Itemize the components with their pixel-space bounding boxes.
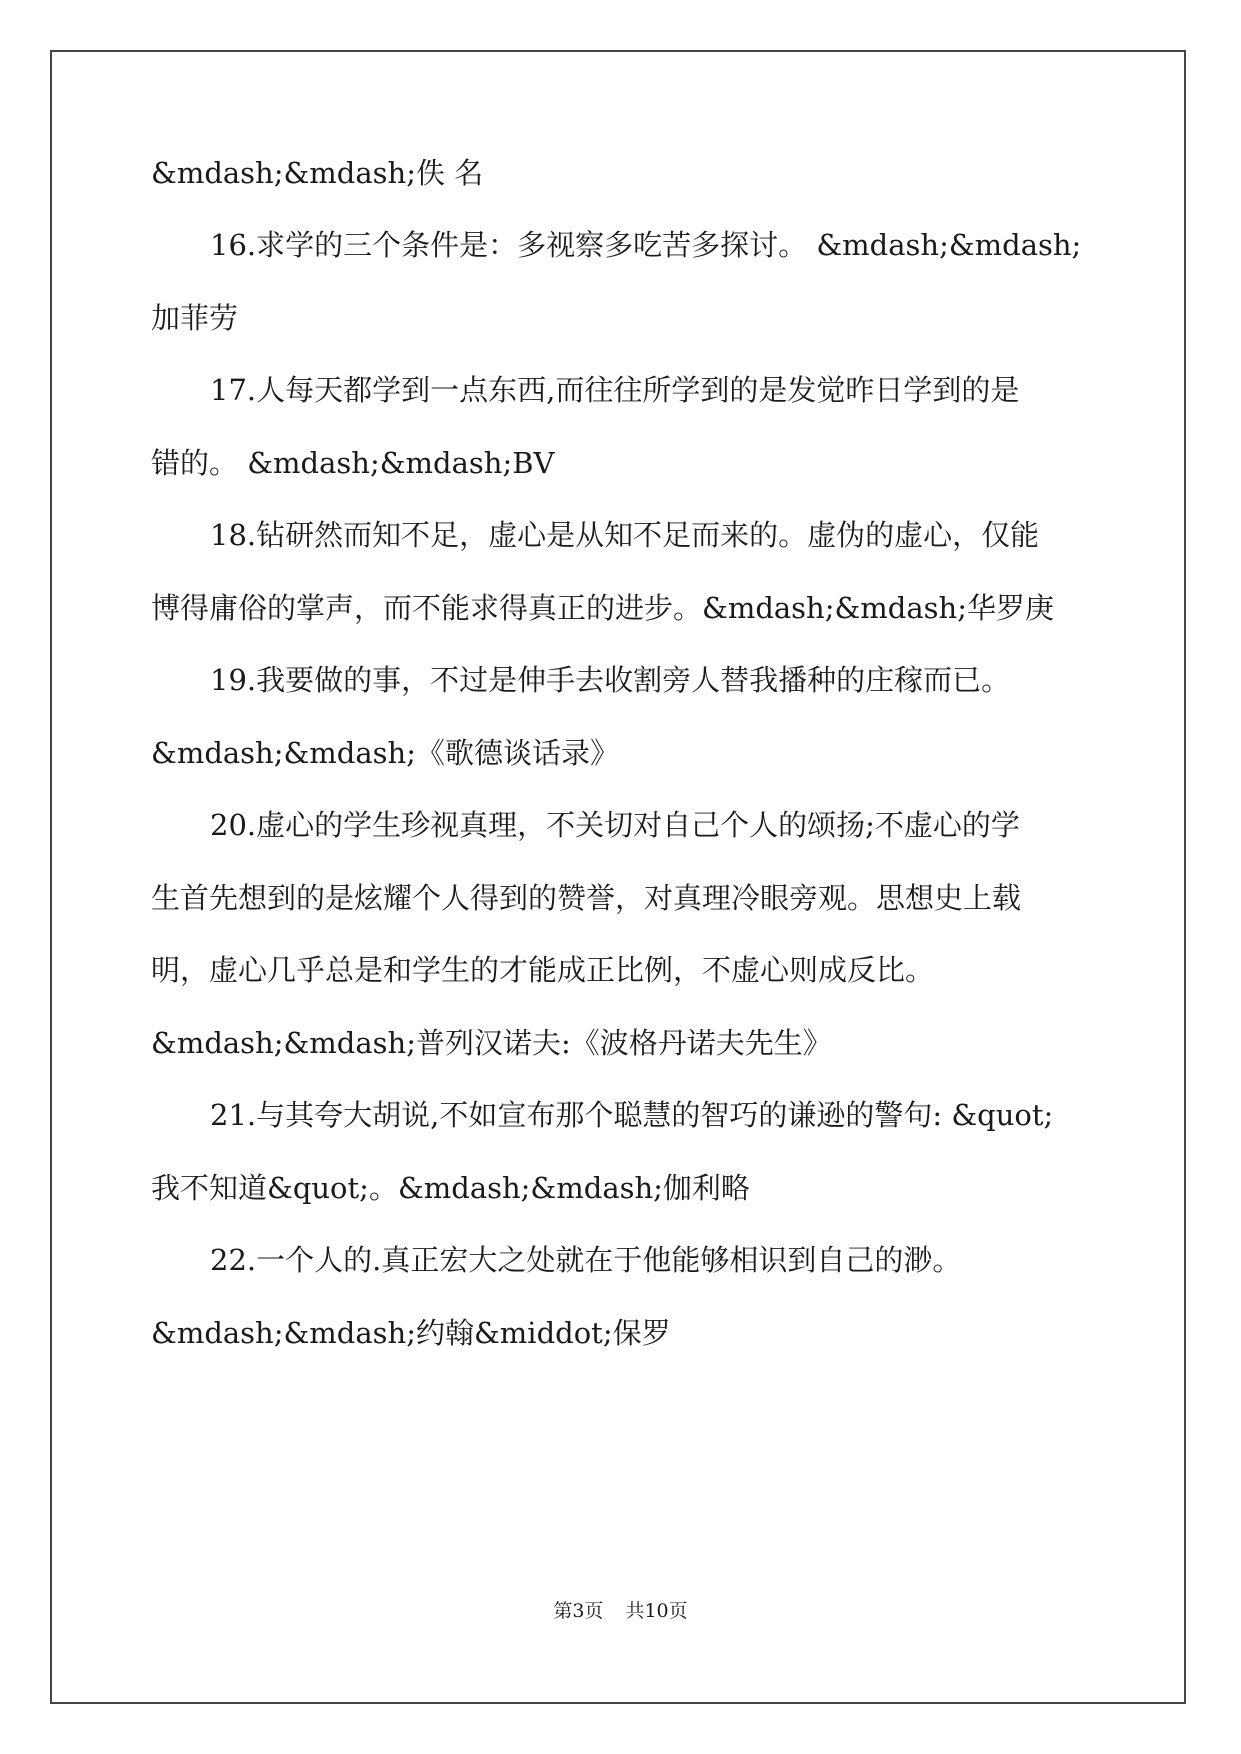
text-line: &mdash;&mdash;佚 名 [151, 156, 484, 190]
text-line: 我不知道&quot;。&mdash;&mdash;伽利略 [151, 1171, 750, 1205]
text-line: 22.一个人的.真正宏大之处就在于他能够相识到自己的渺。 [210, 1243, 962, 1277]
text-line: 错的。 &mdash;&mdash;BV [151, 446, 555, 480]
text-line: 明，虚心几乎总是和学生的才能成正比例，不虚心则成反比。 [151, 953, 935, 987]
text-line: 加菲劳 [151, 301, 239, 335]
text-line: 18.钻研然而知不足，虚心是从知不足而来的。虚伪的虚心，仅能 [210, 518, 1040, 552]
text-line: 16.求学的三个条件是：多视察多吃苦多探讨。 &mdash;&mdash; [210, 228, 1082, 262]
text-line: &mdash;&mdash;约翰&middot;保罗 [151, 1316, 671, 1350]
text-line: 20.虚心的学生珍视真理，不关切对自己个人的颂扬;不虚心的学 [210, 808, 1020, 842]
text-line: &mdash;&mdash;普列汉诺夫:《波格丹诺夫先生》 [151, 1026, 832, 1060]
page-footer [0, 1596, 1241, 1623]
text-line: &mdash;&mdash;《歌德谈话录》 [151, 736, 619, 770]
text-line: 17.人每天都学到一点东西,而往往所学到的是发觉昨日学到的是 [210, 373, 1020, 407]
page-total: 共10页 [625, 1600, 688, 1622]
text-line: 21.与其夸大胡说,不如宣布那个聪慧的智巧的谦逊的警句: &quot; [210, 1098, 1054, 1132]
text-line: 博得庸俗的掌声，而不能求得真正的进步。&mdash;&mdash;华罗庚 [151, 591, 1054, 625]
page-number: 第3页 [553, 1600, 604, 1622]
text-line: 19.我要做的事，不过是伸手去收割旁人替我播种的庄稼而已。 [210, 663, 1011, 697]
text-line: 生首先想到的是炫耀个人得到的赞誉，对真理冷眼旁观。思想史上载 [151, 881, 1022, 915]
